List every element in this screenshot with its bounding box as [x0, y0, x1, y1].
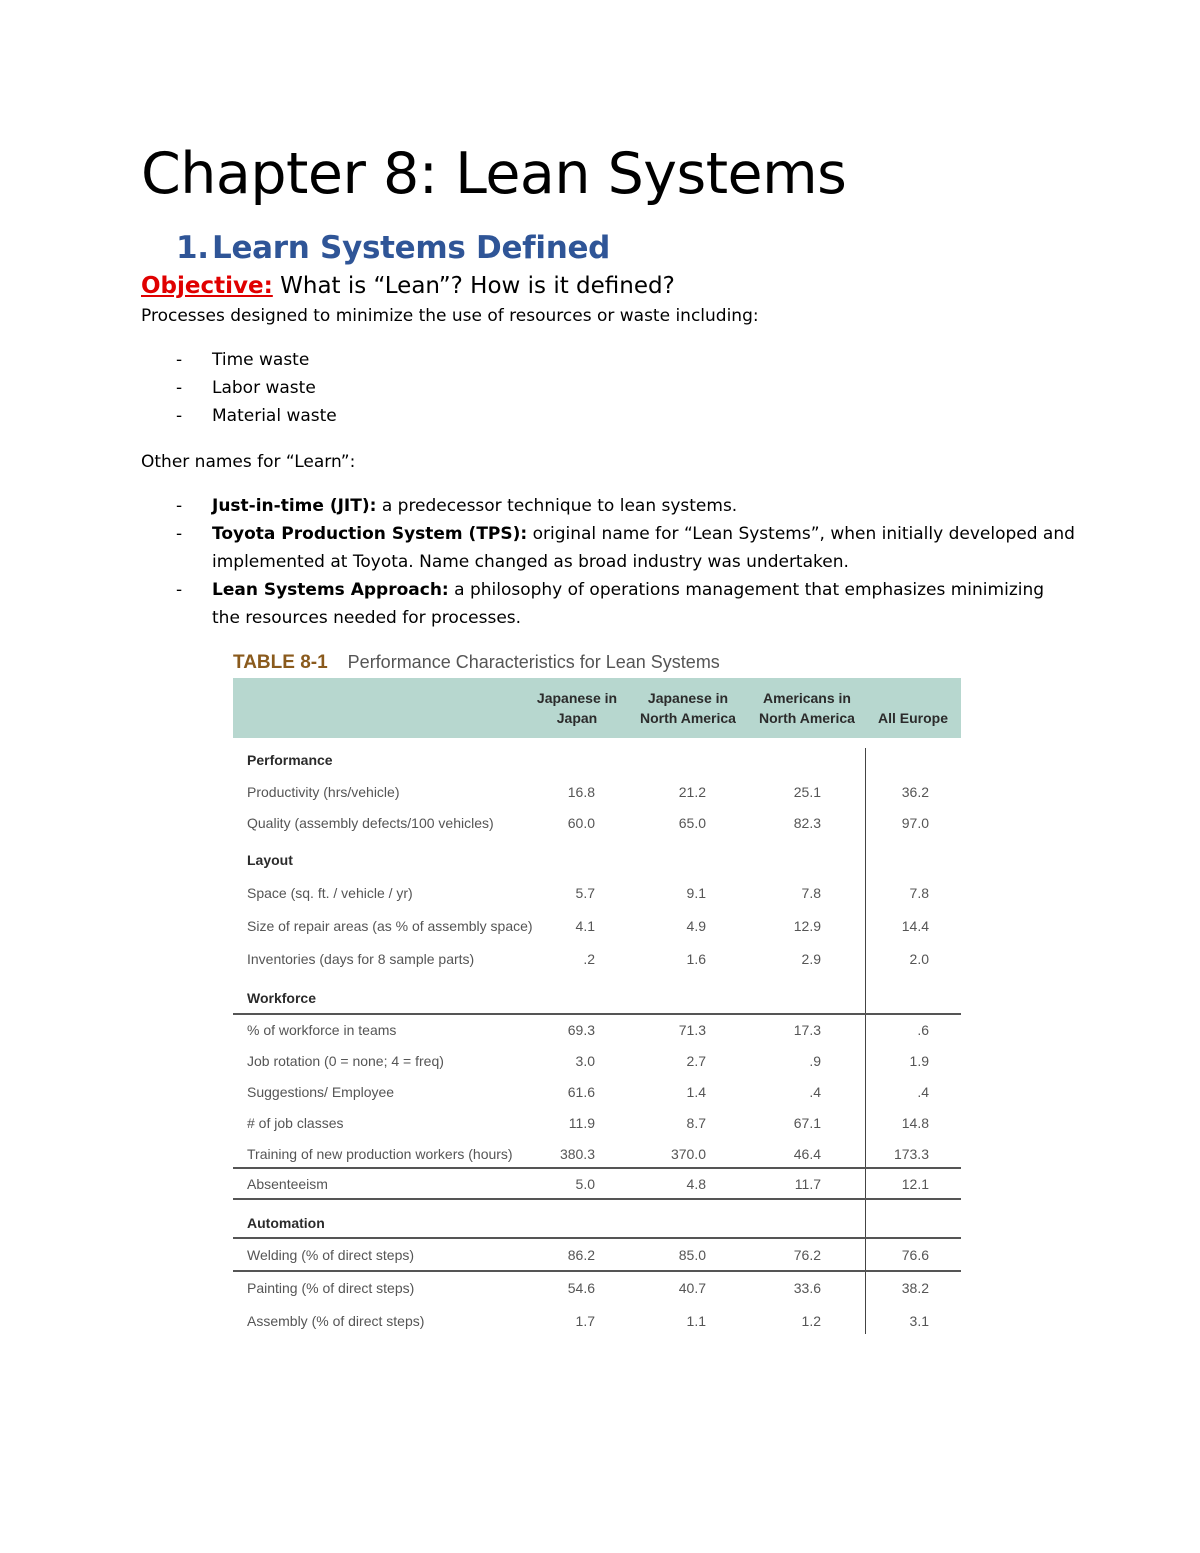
cell-value: 1.4 [686, 1084, 706, 1100]
column-header [517, 688, 637, 728]
cell-value: 9.1 [686, 885, 706, 901]
row-label: Size of repair areas (as % of assembly space) [247, 918, 533, 934]
column-header [747, 688, 867, 728]
cell-value: 85.0 [678, 1247, 706, 1263]
row-label: Quality (assembly defects/100 vehicles) [247, 815, 494, 831]
row-label: Welding (% of direct steps) [247, 1247, 415, 1263]
cell-value: 67.1 [793, 1115, 821, 1131]
row-label: Space (sq. ft. / vehicle / yr) [247, 885, 413, 901]
cell-value: 3.1 [909, 1313, 929, 1329]
table-row [233, 812, 961, 834]
cell-value: 1.9 [909, 1053, 929, 1069]
table-row [233, 1081, 961, 1103]
row-label: % of workforce in teams [247, 1022, 397, 1038]
term-description-cont: the resources needed for processes. [212, 608, 522, 628]
cell-value: 8.7 [686, 1115, 706, 1131]
cell-value: 1.1 [686, 1313, 706, 1329]
cell-value: .2 [583, 951, 595, 967]
cell-value: .9 [809, 1053, 821, 1069]
term-description-cont: implemented at Toyota. Name changed as broad industry was undertaken. [212, 552, 849, 572]
row-label: Training of new production workers (hours) [247, 1146, 513, 1162]
cell-value: 11.7 [794, 1176, 821, 1192]
cell-value: 86.2 [567, 1247, 595, 1263]
term-description: a predecessor technique to lean systems. [376, 496, 738, 516]
row-label: Productivity (hrs/vehicle) [247, 784, 400, 800]
table-group-label: Performance [247, 752, 333, 768]
row-label: # of job classes [247, 1115, 344, 1131]
cell-value: 14.8 [901, 1115, 929, 1131]
cell-value: 173.3 [893, 1146, 929, 1162]
cell-value: 4.1 [575, 918, 595, 934]
table-caption-text: Performance Characteristics for Lean Systems [347, 652, 720, 672]
section-heading-text: Learn Systems Defined [212, 230, 611, 266]
cell-value: 16.8 [567, 784, 595, 800]
cell-value: 4.9 [686, 918, 706, 934]
table-rule [233, 1198, 961, 1200]
table-caption [233, 650, 720, 675]
table-row [233, 1244, 961, 1266]
cell-value: 69.3 [567, 1022, 595, 1038]
column-header-text: Japanese in [536, 690, 618, 706]
column-header-text: North America [759, 710, 855, 726]
list-item [141, 576, 1075, 632]
term-label: Toyota Production System (TPS): [212, 524, 528, 544]
row-label: Painting (% of direct steps) [247, 1280, 415, 1296]
table-row [233, 915, 961, 937]
cell-value: 1.2 [801, 1313, 821, 1329]
other-names-list [141, 492, 1075, 632]
row-label: Absenteeism [247, 1176, 328, 1192]
cell-value: 4.8 [686, 1176, 706, 1192]
table-row [233, 1173, 961, 1195]
intro-paragraph: Processes designed to minimize the use of resources or waste including: [141, 306, 759, 326]
column-header-text: Japanese in [647, 690, 729, 706]
column-header [628, 688, 748, 728]
term-description: original name for “Lean Systems”, when initially developed and [527, 524, 1075, 544]
cell-value: 380.3 [559, 1146, 595, 1162]
cell-value: 12.9 [793, 918, 821, 934]
table-group-label: Automation [247, 1215, 325, 1231]
column-header-text: Japan [556, 710, 598, 726]
table-row [233, 948, 961, 970]
cell-value: .4 [917, 1084, 929, 1100]
list-dash: - [176, 350, 183, 370]
table-row [233, 1143, 961, 1165]
list-item-text: Time waste [212, 350, 310, 370]
cell-value: 21.2 [678, 784, 706, 800]
row-label: Inventories (days for 8 sample parts) [247, 951, 475, 967]
table-group-label: Workforce [247, 990, 316, 1006]
row-label: Assembly (% of direct steps) [247, 1313, 425, 1329]
table-rule [233, 1270, 961, 1272]
cell-value: 71.3 [678, 1022, 706, 1038]
cell-value: 60.0 [567, 815, 595, 831]
table-row [233, 781, 961, 803]
cell-value: .6 [917, 1022, 929, 1038]
list-item [141, 346, 337, 374]
objective-label: Objective: [141, 273, 273, 299]
table-header [233, 678, 961, 738]
row-label: Suggestions/ Employee [247, 1084, 395, 1100]
list-item [141, 374, 337, 402]
table-rule [233, 1167, 961, 1169]
waste-list [141, 346, 337, 430]
cell-value: 1.7 [575, 1313, 595, 1329]
table-row [233, 1277, 961, 1299]
cell-value: .4 [809, 1084, 821, 1100]
table-row [233, 1112, 961, 1134]
table-body [233, 738, 961, 1334]
term-description: a philosophy of operations management that emphasizes minimizing [448, 580, 1045, 600]
cell-value: 40.7 [678, 1280, 706, 1296]
cell-value: 54.6 [567, 1280, 595, 1296]
row-label: Job rotation (0 = none; 4 = freq) [247, 1053, 444, 1069]
cell-value: 46.4 [793, 1146, 821, 1162]
table-row [233, 1310, 961, 1332]
cell-value: 2.0 [909, 951, 929, 967]
cell-value: 5.0 [575, 1176, 595, 1192]
cell-value: 12.1 [901, 1176, 929, 1192]
list-item [141, 520, 1075, 576]
cell-value: 14.4 [901, 918, 929, 934]
cell-value: 7.8 [801, 885, 821, 901]
objective-text: What is “Lean”? How is it defined? [272, 273, 675, 299]
cell-value: 82.3 [793, 815, 821, 831]
table-row [233, 1050, 961, 1072]
term-label: Lean Systems Approach: [212, 580, 449, 600]
cell-value: 5.7 [575, 885, 595, 901]
list-dash: - [176, 496, 183, 516]
table-row [233, 882, 961, 904]
cell-value: 3.0 [575, 1053, 595, 1069]
list-item-text: Labor waste [212, 378, 316, 398]
cell-value: 11.9 [568, 1115, 595, 1131]
section-number: 1. [176, 230, 209, 266]
list-dash: - [176, 580, 183, 600]
section-heading [176, 228, 610, 268]
list-item [141, 402, 337, 430]
column-header-text: North America [640, 710, 736, 726]
cell-value: 2.7 [686, 1053, 706, 1069]
table-rule [233, 1013, 961, 1015]
list-dash: - [176, 378, 183, 398]
list-item [141, 492, 1075, 520]
cell-value: 65.0 [678, 815, 706, 831]
column-header: All Europe [877, 710, 948, 726]
table-number: TABLE 8-1 [233, 652, 328, 673]
cell-value: 25.1 [793, 784, 821, 800]
cell-value: 38.2 [901, 1280, 929, 1296]
cell-value: 76.2 [793, 1247, 821, 1263]
cell-value: 61.6 [567, 1084, 595, 1100]
cell-value: 370.0 [670, 1146, 706, 1162]
table-group-label: Layout [247, 852, 293, 868]
cell-value: 17.3 [793, 1022, 821, 1038]
column-header-text: Americans in [763, 690, 851, 706]
other-names-heading: Other names for “Learn”: [141, 452, 356, 472]
list-item-text: Material waste [212, 406, 337, 426]
table-rule [233, 1237, 961, 1239]
objective-line [141, 271, 675, 301]
document-title: Chapter 8: Lean Systems [141, 141, 847, 207]
cell-value: 1.6 [686, 951, 706, 967]
cell-value: 76.6 [901, 1247, 929, 1263]
list-dash: - [176, 524, 183, 544]
cell-value: 33.6 [793, 1280, 821, 1296]
table-row [233, 1019, 961, 1041]
cell-value: 97.0 [901, 815, 929, 831]
list-dash: - [176, 406, 183, 426]
cell-value: 2.9 [801, 951, 821, 967]
cell-value: 36.2 [901, 784, 929, 800]
term-label: Just-in-time (JIT): [212, 496, 377, 516]
cell-value: 7.8 [909, 885, 929, 901]
